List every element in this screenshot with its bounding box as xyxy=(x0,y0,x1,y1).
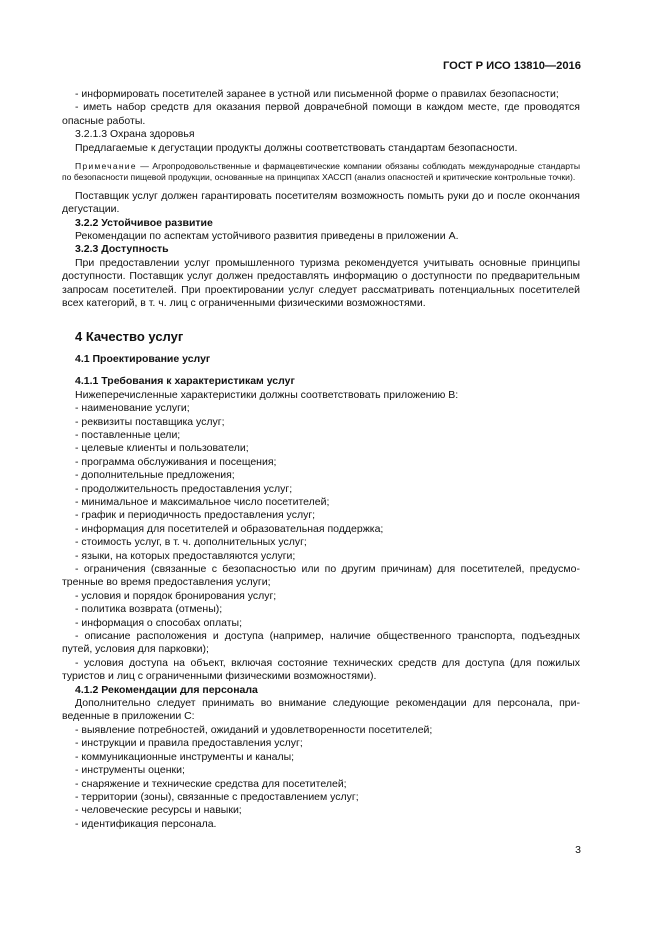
list-item: - график и периодичность предоставления услуг; xyxy=(75,509,316,522)
list-item: - продолжительность предоставления услуг; xyxy=(75,482,293,495)
list-item: - человеческие ресурсы и навыки; xyxy=(75,804,242,817)
list-item: - политика возврата (отмены); xyxy=(75,603,223,616)
note-label: Примечание xyxy=(75,161,137,172)
list-item: - информация о способах оплаты; xyxy=(75,616,242,629)
list-item: - снаряжение и технические средства для посетителей; xyxy=(75,777,347,790)
bullet-paragraph: - информировать посетителей заранее в устной или письменной форме о правилах безопасности; xyxy=(75,88,559,100)
list-item: - ограничения (связанные с безопасностью или по другим причинам) для посетителей, предусмотренные во время предоставления услуги; xyxy=(62,563,580,589)
subsection-heading-4-1-2: 4.1.2 Рекомендации для персонала xyxy=(75,683,258,696)
list-intro: Дополнительно следует принимать во внимание следующие рекомендации для персонала, приведенные в приложении С: xyxy=(62,697,580,723)
list-item: - стоимость услуг, в т. ч. дополнительных услуг; xyxy=(75,536,307,549)
list-item: - описание расположения и доступа (например, наличие общественного транспорта, подъездных путей, условия для парковки); xyxy=(62,630,580,656)
list-item: - дополнительные предложения; xyxy=(75,469,235,482)
list-item: - выявление потребностей, ожиданий и удовлетворенности посетителей; xyxy=(75,723,433,736)
list-item: - информация для посетителей и образовательная поддержка; xyxy=(75,522,384,535)
body-paragraph: При предоставлении услуг промышленного туризма рекомендуется учитывать основные принципы доступности. Поставщик услуг должен предоставлять информацию о доступности по предварительным запросам посетителей. При проектировании услуг следует рассматривать потенциальных посетителей всех категорий, в т. ч. лиц с ограниченными физическими возможностями. xyxy=(62,256,580,310)
list-item: - условия доступа на объект, включая состояние технических средств для доступа (для пожилых туристов и лиц с ограниченными физическими возможностями). xyxy=(62,656,580,683)
list-item: - территории (зоны), связанные с предоставлением услуг; xyxy=(75,790,359,803)
list-item: - коммуникационные инструменты и каналы; xyxy=(75,750,295,763)
subsection-heading-3-2-2: 3.2.2 Устойчивое развитие xyxy=(75,216,213,229)
page-body xyxy=(62,88,580,831)
list-item: - инструкции и правила предоставления услуг; xyxy=(75,737,303,750)
list-item: - целевые клиенты и пользователи; xyxy=(75,442,249,455)
list-item: - программа обслуживания и посещения; xyxy=(75,455,277,468)
subsection-heading-4-1: 4.1 Проектирование услуг xyxy=(75,352,211,365)
page-number: 3 xyxy=(575,844,581,856)
list-item: - языки, на которых предоставляются услуги; xyxy=(75,549,296,562)
body-paragraph: Предлагаемые к дегустации продукты должны соответствовать стандартам безопасности. xyxy=(75,141,518,154)
list-item: - реквизиты поставщика услуг; xyxy=(75,415,225,428)
body-paragraph: Поставщик услуг должен гарантировать посетителям возможность помыть руки до и после окончания дегустации. xyxy=(62,189,580,216)
bullet-paragraph: - иметь набор средств для оказания первой доврачебной помощи в каждом месте, где проводятся опасные работы. xyxy=(62,101,580,127)
list-item: - инструменты оценки; xyxy=(75,764,185,777)
document-header: ГОСТ Р ИСО 13810—2016 xyxy=(442,60,581,72)
subsection-heading-3-2-3: 3.2.3 Доступность xyxy=(75,243,169,256)
section-heading-4: 4 Качество услуг xyxy=(75,328,184,344)
subsection-heading-3-2-1-3: 3.2.1.3 Охрана здоровья xyxy=(75,128,195,141)
list-intro: Нижеперечисленные характеристики должны соответствовать приложению В: xyxy=(75,388,459,401)
list-item: - условия и порядок бронирования услуг; xyxy=(75,589,277,602)
note-paragraph xyxy=(62,161,580,184)
subsection-heading-4-1-1: 4.1.1 Требования к характеристикам услуг xyxy=(75,375,295,388)
list-item: - идентификация персонала. xyxy=(75,817,217,830)
note-text: — Агропродовольственные и фармацевтические компании обязаны соблюдать международные стандарты по безопасности пищевой продукции, основанные на принципах ХАССП (анализ опасностей и критические контрольные точки). xyxy=(62,161,580,183)
list-item: - наименование услуги; xyxy=(75,402,190,415)
list-item: - минимальное и максимальное число посетителей; xyxy=(75,495,330,508)
list-item: - поставленные цели; xyxy=(75,428,181,441)
body-paragraph: Рекомендации по аспектам устойчивого развития приведены в приложении А. xyxy=(75,230,459,243)
